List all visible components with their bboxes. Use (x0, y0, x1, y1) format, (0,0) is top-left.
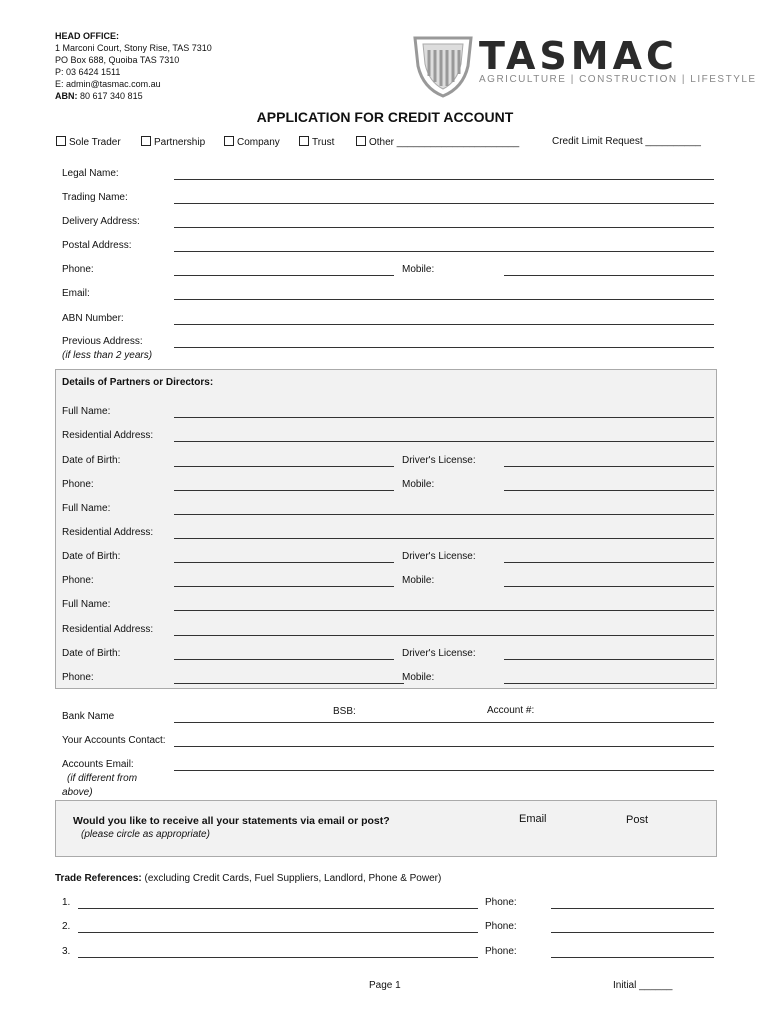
partner2-license-field[interactable] (504, 562, 714, 563)
trade-ref-1-field[interactable] (78, 908, 478, 909)
trade-ref-3-phone-field[interactable] (551, 957, 714, 958)
option-label: Trust (312, 137, 335, 148)
trade-ref-1-phone-label: Phone: (485, 897, 517, 908)
partner2-dob-field[interactable] (174, 562, 394, 563)
accounts-contact-label: Your Accounts Contact: (62, 735, 166, 746)
statement-option-email[interactable]: Email (519, 813, 547, 825)
accounts-email-field[interactable] (174, 770, 714, 771)
partner1-phone-label: Phone: (62, 479, 94, 490)
delivery-address-label: Delivery Address: (62, 216, 140, 227)
accounts-contact-field[interactable] (174, 746, 714, 747)
office-abn (55, 90, 212, 102)
office-phone: P: 03 6424 1511 (55, 67, 121, 77)
trade-ref-1-number: 1. (62, 897, 71, 908)
checkbox-icon[interactable] (224, 136, 234, 146)
postal-address-label: Postal Address: (62, 240, 132, 251)
partner3-mobile-field[interactable] (504, 683, 714, 684)
partner2-mobile-label: Mobile: (402, 575, 435, 586)
bsb-label: BSB: (333, 706, 356, 717)
office-address-1: 1 Marconi Court, Stony Rise, TAS 7310 (55, 43, 212, 53)
partner1-residential-label: Residential Address: (62, 430, 154, 441)
partner1-license-label: Driver's License: (402, 455, 476, 466)
trade-refs-heading-bold: Trade References: (55, 873, 142, 884)
email-field[interactable] (174, 299, 714, 300)
partner3-license-field[interactable] (504, 659, 714, 660)
trade-ref-3-field[interactable] (78, 957, 478, 958)
partner1-dob-field[interactable] (174, 466, 394, 467)
checkbox-icon[interactable] (141, 136, 151, 146)
previous-address-field[interactable] (174, 347, 714, 348)
accounts-email-note-1: (if different from (67, 773, 138, 784)
partner3-phone-label: Phone: (62, 672, 94, 683)
option-trust[interactable] (299, 136, 334, 148)
partner3-dob-label: Date of Birth: (62, 648, 121, 659)
abn-value: 80 617 340 815 (80, 91, 143, 101)
option-label: Sole Trader (69, 137, 121, 148)
office-block (55, 30, 212, 102)
abn-number-field[interactable] (174, 324, 714, 325)
partner1-dob-label: Date of Birth: (62, 455, 121, 466)
statement-option-post[interactable]: Post (626, 814, 649, 826)
partner2-dob-label: Date of Birth: (62, 551, 121, 562)
partner1-residential-field[interactable] (174, 441, 714, 442)
tasmac-logo (413, 34, 757, 96)
initial-field[interactable]: Initial ______ (613, 980, 673, 991)
office-address-2: PO Box 688, Quoiba TAS 7310 (55, 55, 180, 65)
legal-name-field[interactable] (174, 179, 714, 180)
checkbox-icon[interactable] (56, 136, 66, 146)
partner3-residential-field[interactable] (174, 635, 714, 636)
partner1-full-name-field[interactable] (174, 417, 714, 418)
trade-ref-3-phone-label: Phone: (485, 946, 517, 957)
partner1-mobile-label: Mobile: (402, 479, 435, 490)
partner2-full-name-field[interactable] (174, 514, 714, 515)
trade-refs-heading (55, 873, 441, 884)
partner1-mobile-field[interactable] (504, 490, 714, 491)
legal-name-label: Legal Name: (62, 168, 119, 179)
brand-name: TASMAC (479, 34, 678, 78)
partner2-full-name-label: Full Name: (62, 503, 111, 514)
abn-number-label: ABN Number: (62, 313, 124, 324)
partner2-residential-label: Residential Address: (62, 527, 154, 538)
partner3-license-label: Driver's License: (402, 648, 476, 659)
option-label: Partnership (154, 137, 206, 148)
page-number: Page 1 (369, 980, 401, 991)
office-email: E: admin@tasmac.com.au (55, 79, 161, 89)
accounts-email-note-2: above) (62, 787, 93, 798)
delivery-address-field[interactable] (174, 227, 714, 228)
postal-address-field[interactable] (174, 251, 714, 252)
trade-ref-2-phone-label: Phone: (485, 921, 517, 932)
trade-ref-2-phone-field[interactable] (551, 932, 714, 933)
trade-ref-2-number: 2. (62, 921, 71, 932)
partner3-full-name-label: Full Name: (62, 599, 111, 610)
partners-heading: Details of Partners or Directors: (62, 377, 214, 388)
option-company[interactable] (224, 136, 280, 148)
partner1-full-name-label: Full Name: (62, 406, 111, 417)
option-partnership[interactable] (141, 136, 205, 148)
option-other[interactable] (356, 136, 519, 148)
checkbox-icon[interactable] (356, 136, 366, 146)
previous-address-note: (if less than 2 years) (62, 350, 153, 361)
page-title: APPLICATION FOR CREDIT ACCOUNT (256, 109, 514, 125)
partner2-mobile-field[interactable] (504, 586, 714, 587)
account-number-label: Account #: (487, 705, 535, 716)
partner3-dob-field[interactable] (174, 659, 394, 660)
statements-note: (please circle as appropriate) (81, 829, 210, 840)
shield-icon (413, 36, 473, 98)
trading-name-field[interactable] (174, 203, 714, 204)
phone-field[interactable] (174, 275, 394, 276)
abn-label: ABN: (55, 91, 78, 101)
partner1-phone-field[interactable] (174, 490, 394, 491)
trade-ref-1-phone-field[interactable] (551, 908, 714, 909)
partner2-phone-label: Phone: (62, 575, 94, 586)
trade-ref-3-number: 3. (62, 946, 71, 957)
trade-refs-heading-rest: (excluding Credit Cards, Fuel Suppliers, Landlord, Phone & Power) (141, 873, 442, 884)
partner3-full-name-field[interactable] (174, 610, 714, 611)
phone-label: Phone: (62, 264, 94, 275)
bank-name-label: Bank Name (62, 711, 115, 722)
head-office-label: HEAD OFFICE: (55, 31, 119, 41)
option-sole-trader[interactable] (56, 136, 121, 148)
previous-address-label: Previous Address: (62, 336, 143, 347)
credit-limit-request[interactable]: Credit Limit Request __________ (552, 136, 701, 147)
mobile-label: Mobile: (402, 264, 435, 275)
partner3-mobile-label: Mobile: (402, 672, 435, 683)
mobile-field[interactable] (504, 275, 714, 276)
trade-ref-2-field[interactable] (78, 932, 478, 933)
partner1-license-field[interactable] (504, 466, 714, 467)
bank-details-field[interactable] (174, 722, 714, 723)
email-label: Email: (62, 288, 90, 299)
partner2-residential-field[interactable] (174, 538, 714, 539)
partner3-residential-label: Residential Address: (62, 624, 154, 635)
partner3-phone-field[interactable] (174, 683, 404, 684)
partner2-phone-field[interactable] (174, 586, 394, 587)
option-label: Other ______________________ (369, 137, 520, 148)
accounts-email-label: Accounts Email: (62, 759, 134, 770)
brand-tagline: AGRICULTURE | CONSTRUCTION | LIFESTYLE (479, 74, 757, 85)
statements-question: Would you like to receive all your statements via email or post? (73, 815, 390, 827)
option-label: Company (237, 137, 280, 148)
partner2-license-label: Driver's License: (402, 551, 476, 562)
trading-name-label: Trading Name: (62, 192, 128, 203)
checkbox-icon[interactable] (299, 136, 309, 146)
